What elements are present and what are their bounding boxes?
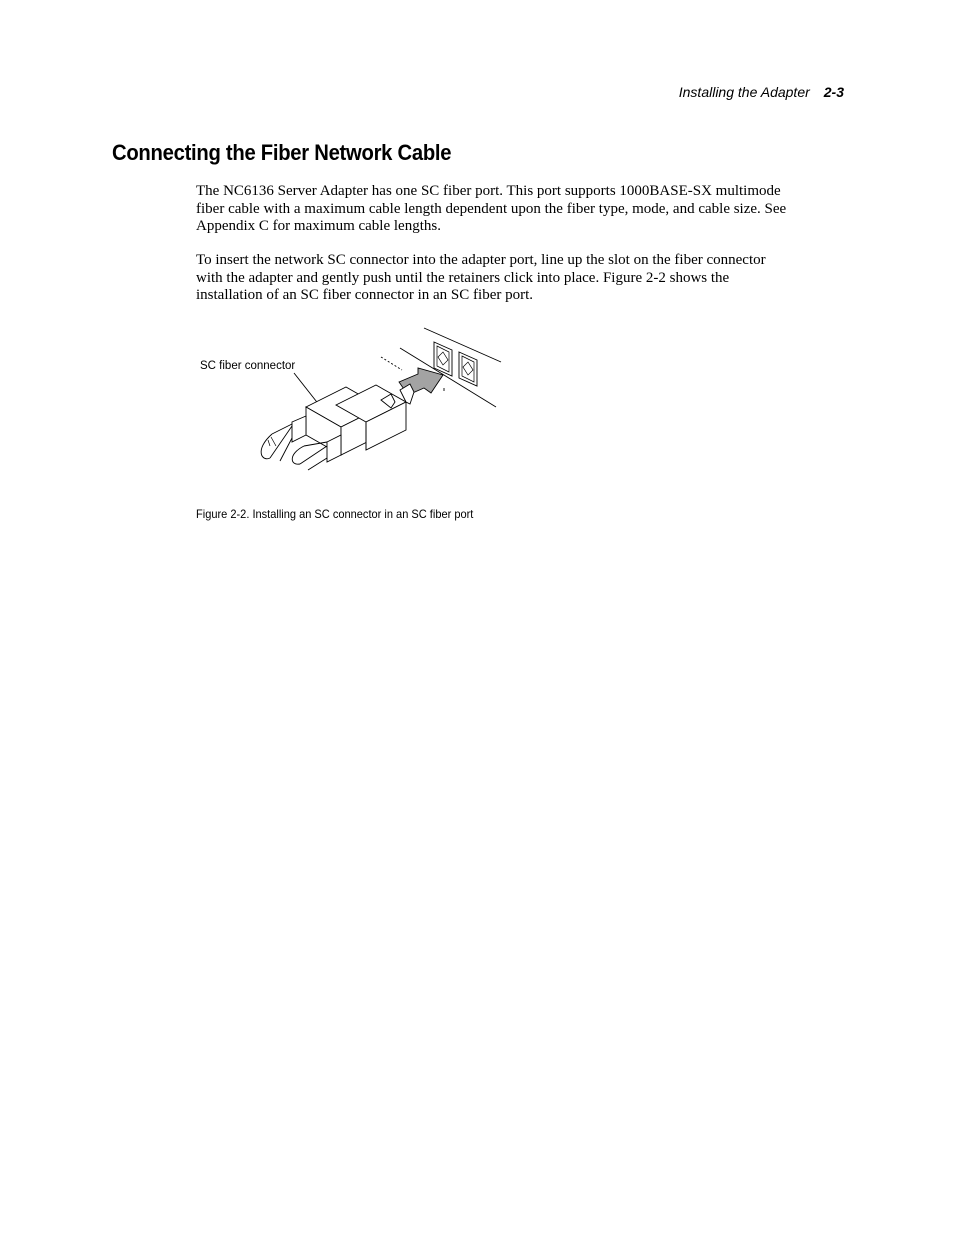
running-header-chapter-title: Installing the Adapter — [678, 84, 810, 100]
figure-sc-connector-illustration — [196, 322, 516, 472]
adapter-panel — [381, 328, 501, 407]
callout-leader-line — [294, 373, 320, 406]
figure-caption: Figure 2-2. Installing an SC connector in an SC fiber port — [196, 507, 474, 521]
section-heading: Connecting the Fiber Network Cable — [112, 140, 452, 165]
sc-connector-body — [292, 384, 414, 462]
page-number: 2-3 — [823, 84, 844, 100]
body-paragraph-1: The NC6136 Server Adapter has one SC fiber port. This port supports 1000BASE-SX multimode fiber cable with a maximum cable length dependent upon the fiber type, mode, and cable size. See Appendix C for maximum cable lengths. — [196, 183, 787, 234]
body-paragraph-2: To insert the network SC connector into the adapter port, line up the slot on the fiber connector with the adapter and gently push until the retainers click into place. Figure 2-2 shows the installation of an SC fiber connector in an SC fiber port. — [196, 252, 766, 303]
callout-label: SC fiber connector — [200, 360, 296, 372]
running-header — [679, 84, 844, 100]
sc-connector-illustration — [196, 322, 516, 472]
